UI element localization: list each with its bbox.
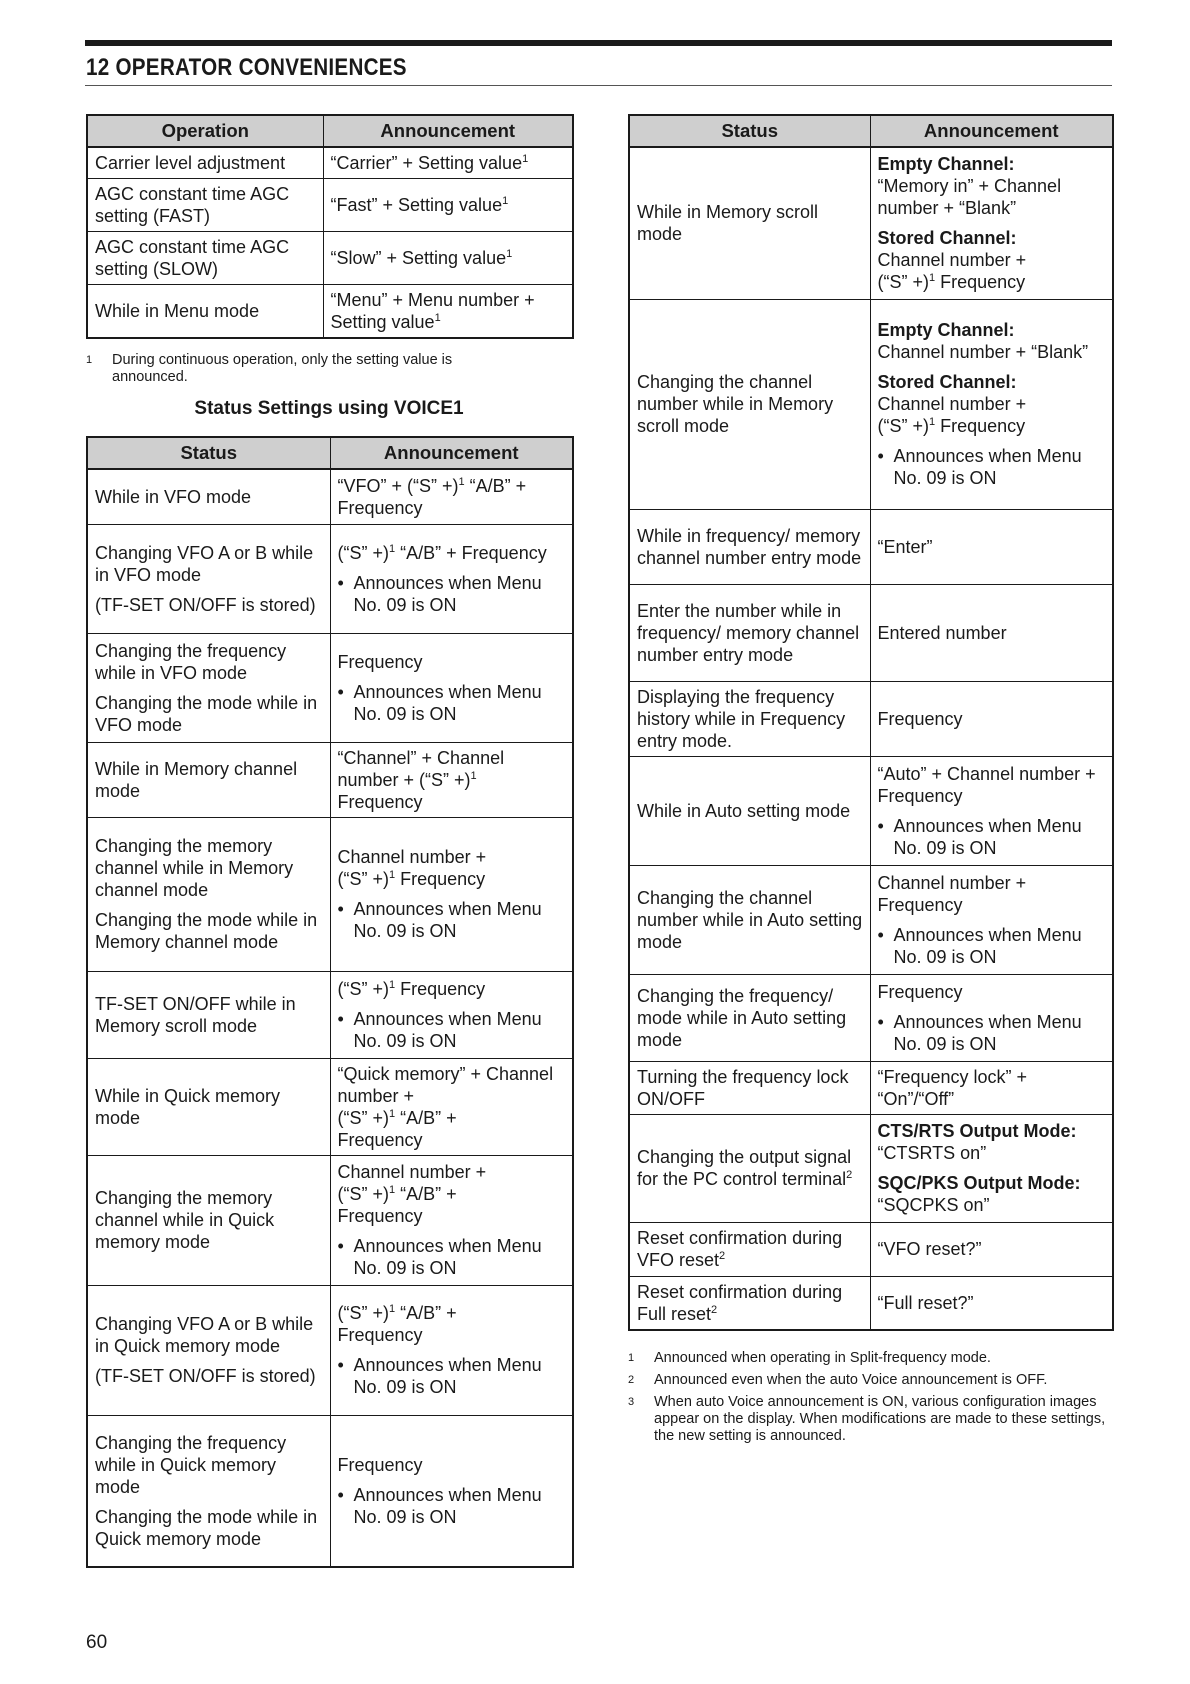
status-cell: While in frequency/ memory channel number entry mode xyxy=(629,509,870,584)
announcement-cell: Entered number xyxy=(870,584,1113,681)
status-cell: Changing the frequency while in VFO mode Changing the mode while in VFO mode xyxy=(87,633,330,742)
footnote-mark: 1 xyxy=(86,354,93,366)
status-cell: Changing the frequency while in Quick memory mode Changing the mode while in Quick memory mode xyxy=(87,1415,330,1567)
status-settings-table xyxy=(86,436,574,1568)
table-row xyxy=(87,742,573,817)
menu-note: • Announces when Menu No. 09 is ON xyxy=(337,572,542,615)
table-row xyxy=(629,1222,1113,1276)
status-announcement-table-right xyxy=(628,114,1114,1331)
footnote: 1 Announced when operating in Split-frequency mode. xyxy=(628,1350,991,1366)
table-row xyxy=(629,584,1113,681)
announcement-cell: “Carrier” + Setting value$^1$ xyxy=(323,147,573,179)
table-row xyxy=(87,179,573,232)
announcement-cell: “VFO reset?” xyxy=(870,1222,1113,1276)
status-cell: Changing VFO A or B while in Quick memory mode (TF-SET ON/OFF is stored) xyxy=(87,1285,330,1415)
footnote: 3 When auto Voice announcement is ON, various configuration images appear on the display. When modifications are made to these settings, the new setting is announced. xyxy=(628,1394,1106,1444)
announcement-cell: Frequency • Announces when Menu No. 09 is ON xyxy=(330,633,573,742)
status-cell: Turning the frequency lock ON/OFF xyxy=(629,1061,870,1114)
table-row xyxy=(629,1114,1113,1222)
status-cell: While in VFO mode xyxy=(87,469,330,524)
status-cell: Changing VFO A or B while in VFO mode (TF-SET ON/OFF is stored) xyxy=(87,524,330,633)
column-header-status: Status xyxy=(629,115,870,147)
menu-note: • Announces when Menu No. 09 is ON xyxy=(337,1355,542,1397)
table-row xyxy=(87,971,573,1058)
announcement-cell: “Slow” + Setting value$^1$ xyxy=(323,232,573,285)
table-header-row xyxy=(629,115,1113,147)
table-row xyxy=(629,509,1113,584)
status-cell: Reset confirmation during Full reset$^2$ xyxy=(629,1276,870,1330)
table-row xyxy=(87,633,573,742)
menu-note: • Announces when Menu No. 09 is ON xyxy=(877,1011,1082,1054)
announcement-cell: “Menu” + Menu number + Setting value$^1$ xyxy=(323,285,573,339)
page-number: 60 xyxy=(86,1632,108,1653)
menu-note: • Announces when Menu No. 09 is ON xyxy=(877,446,1082,488)
status-cell: Changing the frequency/ mode while in Auto setting mode xyxy=(629,974,870,1061)
menu-note: • Announces when Menu No. 09 is ON xyxy=(877,815,1082,858)
header-top-rule xyxy=(85,40,1112,46)
announcement-cell: Frequency xyxy=(870,681,1113,756)
announcement-cell: “Auto” + Channel number + Frequency • Announces when Menu No. 09 is ON xyxy=(870,756,1113,865)
announcement-cell: “Quick memory” + Channel number + (“S” +)$^1$ “A/B” + Frequency xyxy=(330,1058,573,1155)
table-row xyxy=(87,147,573,179)
announcement-cell: CTS/RTS Output Mode: “CTSRTS on” SQC/PKS Output Mode: “SQCPKS on” xyxy=(870,1114,1113,1222)
status-cell: While in Quick memory mode xyxy=(87,1058,330,1155)
announcement-cell: “Fast” + Setting value$^1$ xyxy=(323,179,573,232)
table-row xyxy=(87,1415,573,1567)
menu-note: • Announces when Menu No. 09 is ON xyxy=(337,899,542,941)
announcement-cell: “Enter” xyxy=(870,509,1113,584)
footnotes-right xyxy=(628,1350,1118,1450)
table-row xyxy=(629,1061,1113,1114)
announcement-cell: Empty Channel: “Memory in” + Channel number + “Blank” Stored Channel: Channel number + (“S” +)$^1$ Frequency xyxy=(870,147,1113,299)
operation-cell: Carrier level adjustment xyxy=(87,147,323,179)
status-cell: While in Memory scroll mode xyxy=(629,147,870,299)
menu-note: • Announces when Menu No. 09 is ON xyxy=(337,1484,542,1527)
table-row xyxy=(87,1155,573,1285)
announcement-cell: (“S” +)$^1$ “A/B” + Frequency • Announces when Menu No. 09 is ON xyxy=(330,1285,573,1415)
announcement-cell: “Frequency lock” + “On”/“Off” xyxy=(870,1061,1113,1114)
table-row xyxy=(87,232,573,285)
column-header-announcement: Announcement xyxy=(870,115,1113,147)
status-cell: Enter the number while in frequency/ memory channel number entry mode xyxy=(629,584,870,681)
footnote-left xyxy=(86,352,576,386)
table-row xyxy=(87,1058,573,1155)
footnote: 2 Announced even when the auto Voice announcement is OFF. xyxy=(628,1372,1048,1388)
table-row xyxy=(87,469,573,524)
table-header-row xyxy=(87,437,573,469)
menu-note: • Announces when Menu No. 09 is ON xyxy=(337,1236,542,1278)
status-cell: While in Auto setting mode xyxy=(629,756,870,865)
status-cell: Changing the channel number while in Memory scroll mode xyxy=(629,299,870,509)
announcement-cell: Channel number + (“S” +)$^1$ Frequency • Announces when Menu No. 09 is ON xyxy=(330,817,573,971)
menu-note: • Announces when Menu No. 09 is ON xyxy=(337,1008,542,1051)
operation-cell: While in Menu mode xyxy=(87,285,323,339)
table-row xyxy=(87,817,573,971)
menu-note: • Announces when Menu No. 09 is ON xyxy=(877,924,1082,967)
announcement-cell: Frequency • Announces when Menu No. 09 is ON xyxy=(870,974,1113,1061)
table-row xyxy=(87,524,573,633)
announcement-cell: (“S” +)$^1$ “A/B” + Frequency • Announces when Menu No. 09 is ON xyxy=(330,524,573,633)
column-header-announcement: Announcement xyxy=(323,115,573,147)
announcement-cell: Channel number + Frequency • Announces when Menu No. 09 is ON xyxy=(870,865,1113,974)
section-subheading: Status Settings using VOICE1 xyxy=(194,398,464,419)
table-row xyxy=(629,865,1113,974)
operation-cell: AGC constant time AGC setting (FAST) xyxy=(87,179,323,232)
announcement-cell: Empty Channel: Channel number + “Blank” Stored Channel: Channel number + (“S” +)$^1$ Frequency • Announces when Menu No. 09 is ON xyxy=(870,299,1113,509)
table-row xyxy=(629,147,1113,299)
page-title: 12 OPERATOR CONVENIENCES xyxy=(86,54,407,81)
status-cell: Reset confirmation during VFO reset$^2$ xyxy=(629,1222,870,1276)
status-cell: Changing the channel number while in Auto setting mode xyxy=(629,865,870,974)
menu-note: • Announces when Menu No. 09 is ON xyxy=(337,681,542,724)
table-row xyxy=(629,756,1113,865)
status-cell: Displaying the frequency history while in Frequency entry mode. xyxy=(629,681,870,756)
table-row xyxy=(629,681,1113,756)
operation-cell: AGC constant time AGC setting (SLOW) xyxy=(87,232,323,285)
table-header-row xyxy=(87,115,573,147)
column-header-operation: Operation xyxy=(87,115,323,147)
announcement-cell: “VFO” + (“S” +)$^1$ “A/B” + Frequency xyxy=(330,469,573,524)
announcement-cell: Channel number + (“S” +)$^1$ “A/B” + Frequency • Announces when Menu No. 09 is ON xyxy=(330,1155,573,1285)
announcement-cell: “Channel” + Channel number + (“S” +)$^1$ Frequency xyxy=(330,742,573,817)
footnote-text: During continuous operation, only the setting value is announced. xyxy=(112,352,453,385)
header-underline xyxy=(85,85,1112,86)
status-cell: Changing the memory channel while in Quick memory mode xyxy=(87,1155,330,1285)
status-cell: TF-SET ON/OFF while in Memory scroll mode xyxy=(87,971,330,1058)
table-row xyxy=(629,299,1113,509)
status-cell: While in Memory channel mode xyxy=(87,742,330,817)
operation-announcement-table xyxy=(86,114,574,339)
column-header-status: Status xyxy=(87,437,330,469)
announcement-cell: Frequency • Announces when Menu No. 09 is ON xyxy=(330,1415,573,1567)
table-row xyxy=(629,1276,1113,1330)
table-row xyxy=(629,974,1113,1061)
table-row xyxy=(87,1285,573,1415)
announcement-cell: (“S” +)$^1$ Frequency • Announces when Menu No. 09 is ON xyxy=(330,971,573,1058)
status-cell: Changing the memory channel while in Memory channel mode Changing the mode while in Memory channel mode xyxy=(87,817,330,971)
column-header-announcement: Announcement xyxy=(330,437,573,469)
status-cell: Changing the output signal for the PC control terminal$^2$ xyxy=(629,1114,870,1222)
announcement-cell: “Full reset?” xyxy=(870,1276,1113,1330)
table-row xyxy=(87,285,573,339)
